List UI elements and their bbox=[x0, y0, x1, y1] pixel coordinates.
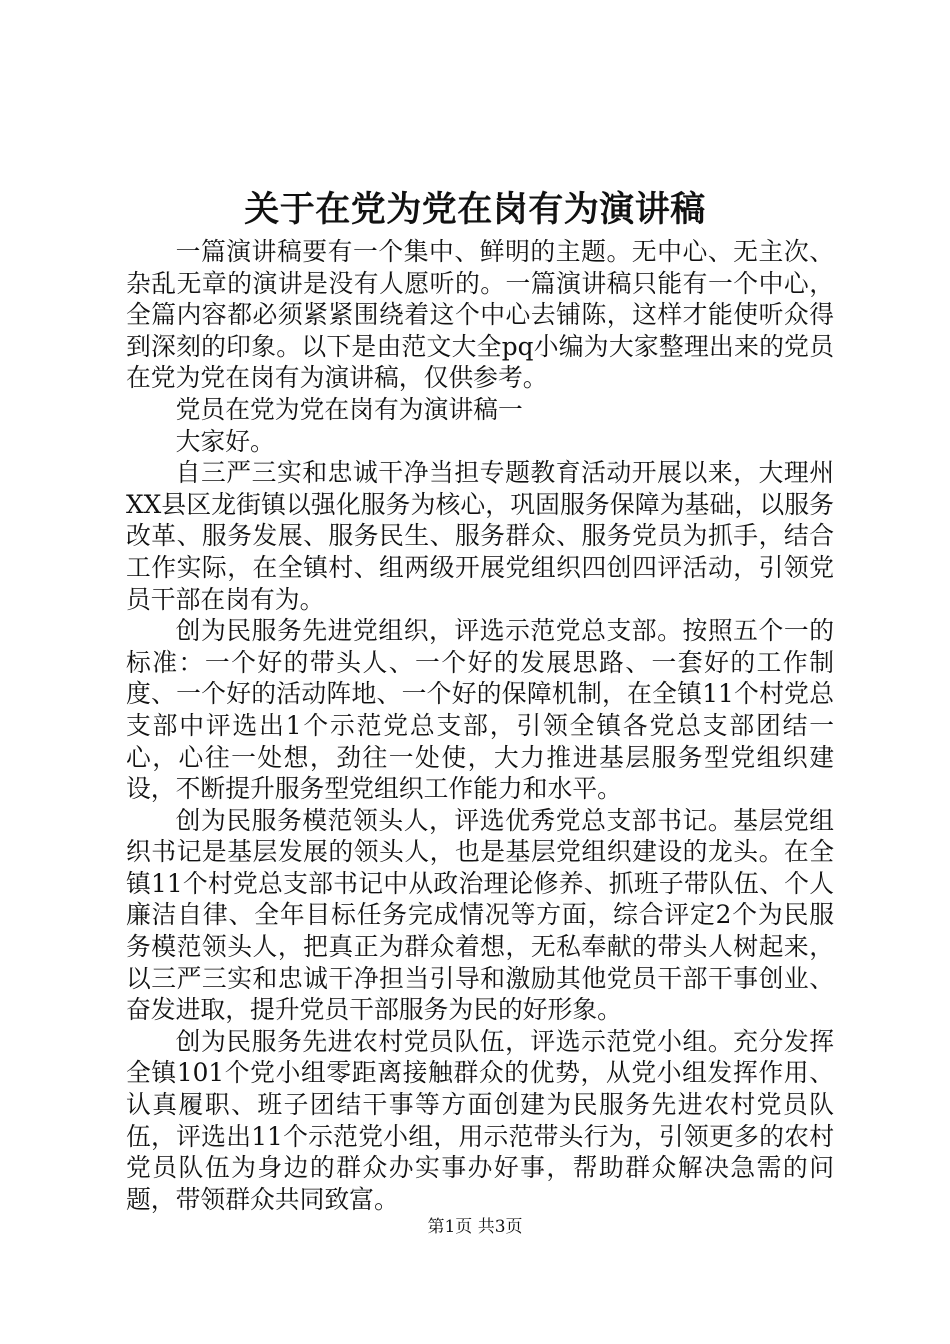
paragraph-intro: 一篇演讲稿要有一个集中、鲜明的主题。无中心、无主次、杂乱无章的演讲是没有人愿听的。一篇演讲稿只能有一个中心，全篇内容都必须紧紧围绕着这个中心去铺陈，这样才能使听众得到深刻的印象。以下是由范文大全pq小编为大家整理出来的党员在党为党在岗有为演讲稿，仅供参考。 bbox=[126, 237, 834, 393]
paragraph-background: 自三严三实和忠诚干净当担专题教育活动开展以来，大理州XX县区龙街镇以强化服务为核心，巩固服务保障为基础，以服务改革、服务发展、服务民生、服务群众、服务党员为抓手，结合工作实际，在全镇村、组两级开展党组织四创四评活动，引领党员干部在岗有为。 bbox=[126, 458, 834, 614]
paragraph-speech-heading: 党员在党为党在岗有为演讲稿一 bbox=[175, 394, 523, 424]
page-footer: 第1页 共3页 bbox=[427, 1217, 523, 1237]
paragraph-leader: 创为民服务模范领头人，评选优秀党总支部书记。基层党组织书记是基层发展的领头人，也是基层党组织建设的龙头。在全镇11个村党总支部书记中从政治理论修养、抓班子带队伍、个人廉洁自律、全年目标任务完成情况等方面，综合评定2个为民服务模范领头人，把真正为群众着想，无私奉献的带头人树起来，以三严三实和忠诚干净担当引导和激励其他党员干部干事创业、奋发进取，提升党员干部服务为民的好形象。 bbox=[126, 805, 834, 1025]
paragraph-greeting: 大家好。 bbox=[175, 426, 275, 456]
paragraph-party-organization: 创为民服务先进党组织，评选示范党总支部。按照五个一的标准：一个好的带头人、一个好的发展思路、一套好的工作制度、一个好的活动阵地、一个好的保障机制，在全镇11个村党总支部中评选出1个示范党总支部，引领全镇各党总支部团结一心，心往一处想，劲往一处使，大力推进基层服务型党组织建设，不断提升服务型党组织工作能力和水平。 bbox=[126, 616, 834, 804]
document-body bbox=[126, 236, 834, 1215]
document-title: 关于在党为党在岗有为演讲稿 bbox=[244, 189, 706, 230]
paragraph-party-group: 创为民服务先进农村党员队伍，评选示范党小组。充分发挥全镇101个党小组零距离接触群众的优势，从党小组发挥作用、认真履职、班子团结干事等方面创建为民服务先进农村党员队伍，评选出11个示范党小组，用示范带头行为，引领更多的农村党员队伍为身边的群众办实事办好事，帮助群众解决急需的问题，带领群众共同致富。 bbox=[126, 1026, 834, 1214]
